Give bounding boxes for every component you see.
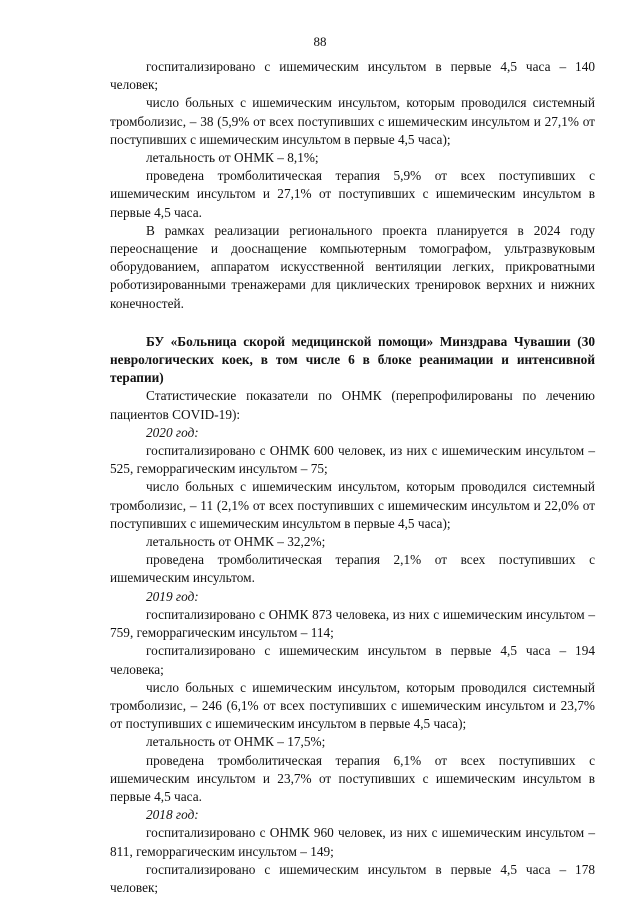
page-number: 88	[313, 34, 327, 49]
stat-item: проведена тромболитическая терапия 6,1% от всех поступивших с ишемическим инсультом и 23,7% от поступивших с ишемическим инсультом в первые 4,5 часа.	[110, 752, 595, 804]
paragraph: госпитализировано с ишемическим инсультом в первые 4,5 часа – 140 человек;	[110, 59, 595, 93]
stat-item: проведена тромболитическая терапия 2,1% от всех поступивших с ишемическим инсультом.	[110, 552, 595, 586]
stat-item: летальность от ОНМК – 17,5%;	[146, 734, 326, 750]
page-body	[110, 58, 595, 897]
section-heading: БУ «Больница скорой медицинской помощи» Минздрава Чувашии (30 неврологических коек, в том числе 6 в блоке реанимации и интенсивной терапии)	[110, 333, 595, 386]
stat-item: число больных с ишемическим инсультом, которым проводился системный тромболизис, – 246 (6,1% от всех поступивших с ишемическим инсультом и 23,7% от поступивших с ишемическим инсультом в первые 4,5 часа);	[110, 679, 595, 732]
paragraph: число больных с ишемическим инсультом, которым проводился системный тромболизис, – 38 (5,9% от всех поступивших с ишемическим инсультом и 27,1% от поступивших с ишемическим инсультом в первые 4,5 часа);	[110, 95, 595, 147]
stat-item: госпитализировано с ишемическим инсультом в первые 4,5 часа – 194 человека;	[110, 643, 595, 677]
stat-item: госпитализировано с ишемическим инсультом в первые 4,5 часа – 178 человек;	[110, 861, 595, 895]
paragraph: летальность от ОНМК – 8,1%;	[146, 150, 319, 166]
stat-item: летальность от ОНМК – 32,2%;	[146, 534, 326, 550]
stat-item: госпитализировано с ОНМК 600 человек, из них с ишемическим инсультом – 525, геморрагическим инсультом – 75;	[110, 443, 595, 477]
stat-item: число больных с ишемическим инсультом, которым проводился системный тромболизис, – 11 (2,1% от всех поступивших с ишемическим инсультом и 22,0% от поступивших с ишемическим инсультом в первые 4,5 часа);	[110, 479, 595, 531]
stat-item: госпитализировано с ОНМК 960 человек, из них с ишемическим инсультом – 811, геморрагическим инсультом – 149;	[110, 825, 595, 859]
year-label-2018: 2018 год:	[146, 807, 199, 823]
stat-item: госпитализировано с ОНМК 873 человека, из них с ишемическим инсультом – 759, геморрагическим инсультом – 114;	[110, 606, 595, 641]
paragraph: В рамках реализации регионального проекта планируется в 2024 году переоснащение и дооснащение компьютерным томографом, ультразвуковым оборудованием, аппаратом искусственной вентиляции легких, прикроватными роботизированными тренажерами для циклических тренировок верхних и нижних конечностей.	[110, 222, 595, 311]
paragraph: проведена тромболитическая терапия 5,9% от всех поступивших с ишемическим инсультом и 27,1% от поступивших с ишемическим инсультом в первые 4,5 часа.	[110, 168, 595, 220]
stats-intro: Статистические показатели по ОНМК (перепрофилированы по лечению пациентов COVID-19):	[110, 388, 595, 422]
year-label-2019: 2019 год:	[146, 588, 199, 604]
year-label-2020: 2020 год:	[146, 424, 199, 440]
